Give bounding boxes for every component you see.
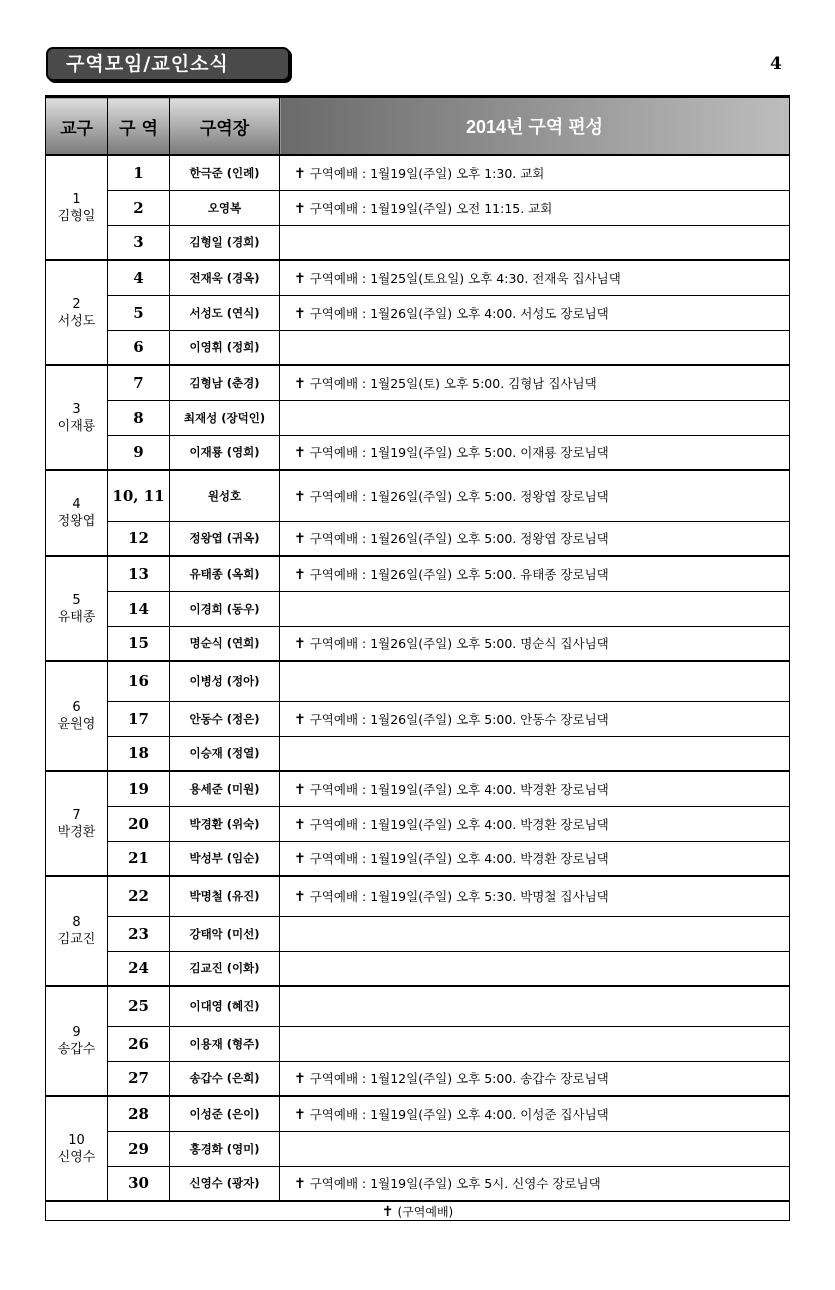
schedule-text: 구역예배 : 1월19일(주일) 오전 11:15. 교회 (309, 200, 553, 216)
district-leader: 서성도 (연식) (170, 295, 280, 330)
gyogu-number: 6 (72, 700, 81, 715)
district-schedule (280, 736, 790, 771)
table-row (46, 736, 790, 771)
schedule-text: 구역예배 : 1월19일(주일) 오후 4:00. 박경환 장로님댁 (309, 851, 609, 867)
district-schedule (280, 155, 790, 190)
district-schedule (280, 1166, 790, 1201)
gyogu-number: 7 (72, 807, 81, 823)
schedule-text: 구역예배 : 1월19일(주일) 오후 4:00. 이성준 집사님댁 (309, 1106, 609, 1122)
table-row (46, 1096, 790, 1131)
gyogu-cell (46, 876, 108, 986)
district-leader: 홍경화 (영미) (170, 1131, 280, 1166)
district-leader: 이승재 (정열) (170, 736, 280, 771)
district-leader: 박성부 (임순) (170, 841, 280, 876)
district-schedule (280, 400, 790, 435)
section-title: 구역모임/교인소식 (46, 47, 290, 81)
table-row (46, 521, 790, 556)
table-row (46, 951, 790, 986)
district-schedule (280, 876, 790, 916)
gyogu-name: 김교진 (57, 932, 96, 947)
table-row (46, 365, 790, 400)
district-schedule (280, 591, 790, 626)
header-leader: 구역장 (170, 97, 280, 156)
district-schedule (280, 435, 790, 470)
schedule-text: 구역예배 : 1월19일(주일) 오후 5:00. 이재룡 장로님댁 (309, 445, 609, 461)
gyogu-name: 유태종 (57, 609, 96, 625)
district-schedule (280, 951, 790, 986)
district-schedule (280, 841, 790, 876)
cross-icon: ✝ (294, 889, 306, 906)
cross-icon: ✝ (294, 636, 306, 653)
district-leader: 신영수 (광자) (170, 1166, 280, 1201)
district-number: 16 (108, 661, 170, 701)
district-leader: 이영휘 (정희) (170, 330, 280, 365)
district-schedule (280, 470, 790, 521)
district-schedule (280, 916, 790, 951)
gyogu-cell (46, 260, 108, 365)
gyogu-cell (46, 155, 108, 260)
gyogu-name: 이재룡 (57, 418, 96, 434)
gyogu-cell (46, 771, 108, 876)
cross-icon: ✝ (294, 711, 306, 728)
schedule-text: 구역예배 : 1월19일(주일) 오후 4:00. 박경환 장로님댁 (309, 781, 609, 797)
district-schedule (280, 365, 790, 400)
gyogu-number: 9 (72, 1025, 81, 1040)
district-number: 15 (108, 626, 170, 661)
gyogu-name: 박경환 (57, 824, 96, 840)
table-row (46, 556, 790, 591)
district-leader: 이병성 (정아) (170, 661, 280, 701)
cross-icon: ✝ (294, 305, 306, 322)
district-schedule (280, 771, 790, 806)
district-number: 17 (108, 701, 170, 736)
district-number: 24 (108, 951, 170, 986)
table-row (46, 1166, 790, 1201)
district-leader: 김형일 (경희) (170, 225, 280, 260)
district-number: 25 (108, 986, 170, 1026)
district-schedule (280, 1096, 790, 1131)
district-number: 8 (108, 400, 170, 435)
district-schedule (280, 521, 790, 556)
cross-icon: ✝ (294, 375, 306, 392)
gyogu-cell (46, 661, 108, 771)
cross-icon: ✝ (294, 531, 306, 548)
table-row (46, 986, 790, 1026)
district-schedule (280, 260, 790, 295)
district-number: 9 (108, 435, 170, 470)
district-leader: 이경희 (동우) (170, 591, 280, 626)
district-number: 28 (108, 1096, 170, 1131)
district-leader: 명순식 (연희) (170, 626, 280, 661)
table-row (46, 701, 790, 736)
table-row (46, 806, 790, 841)
footer-note-text: (구역예배) (397, 1204, 454, 1219)
district-schedule (280, 626, 790, 661)
schedule-text: 구역예배 : 1월19일(주일) 오후 1:30. 교회 (309, 165, 545, 181)
district-schedule (280, 1131, 790, 1166)
gyogu-cell (46, 1096, 108, 1201)
gyogu-name: 윤원영 (57, 717, 96, 732)
district-schedule (280, 661, 790, 701)
gyogu-cell (46, 986, 108, 1096)
cross-icon: ✝ (294, 1106, 306, 1123)
gyogu-name: 김형일 (57, 208, 96, 224)
table-row (46, 400, 790, 435)
gyogu-name: 정왕엽 (57, 514, 96, 529)
table-row (46, 591, 790, 626)
schedule-text: 구역예배 : 1월26일(주일) 오후 4:00. 서성도 장로님댁 (309, 305, 609, 321)
header-guyeok: 구 역 (108, 97, 170, 156)
cross-icon: ✝ (294, 200, 306, 217)
gyogu-name: 신영수 (57, 1149, 96, 1165)
district-schedule (280, 701, 790, 736)
table-row (46, 260, 790, 295)
gyogu-cell (46, 365, 108, 470)
district-number: 10, 11 (108, 470, 170, 521)
cross-icon: ✝ (294, 488, 306, 505)
district-number: 3 (108, 225, 170, 260)
gyogu-cell (46, 556, 108, 661)
table-row (46, 190, 790, 225)
district-leader: 한극준 (인례) (170, 155, 280, 190)
district-number: 26 (108, 1026, 170, 1061)
table-row (46, 295, 790, 330)
table-row (46, 661, 790, 701)
schedule-text: 구역예배 : 1월19일(주일) 오후 5:30. 박명철 집사님댁 (309, 889, 609, 905)
district-number: 23 (108, 916, 170, 951)
cross-icon: ✝ (294, 1176, 306, 1193)
cross-icon: ✝ (294, 781, 306, 798)
district-leader: 박명철 (유진) (170, 876, 280, 916)
table-row (46, 225, 790, 260)
header-plan: 2014년 구역 편성 (280, 97, 790, 156)
gyogu-number: 2 (72, 296, 81, 312)
gyogu-number: 3 (72, 401, 81, 417)
schedule-text: 구역예배 : 1월26일(주일) 오후 5:00. 정왕엽 장로님댁 (309, 488, 609, 504)
district-schedule (280, 330, 790, 365)
district-leader: 원성호 (170, 470, 280, 521)
district-number: 19 (108, 771, 170, 806)
district-leader: 오영복 (170, 190, 280, 225)
district-schedule (280, 295, 790, 330)
district-schedule (280, 986, 790, 1026)
cross-icon: ✝ (294, 851, 306, 868)
gyogu-name: 서성도 (57, 313, 96, 329)
cross-icon: ✝ (294, 445, 306, 462)
district-number: 5 (108, 295, 170, 330)
district-leader: 정왕엽 (귀옥) (170, 521, 280, 556)
district-leader: 전재욱 (경옥) (170, 260, 280, 295)
schedule-text: 구역예배 : 1월19일(주일) 오후 5시. 신영수 장로님댁 (309, 1176, 601, 1192)
schedule-text: 구역예배 : 1월26일(주일) 오후 5:00. 정왕엽 장로님댁 (309, 531, 609, 547)
schedule-text: 구역예배 : 1월19일(주일) 오후 4:00. 박경환 장로님댁 (309, 816, 609, 832)
district-leader: 이대영 (혜진) (170, 986, 280, 1026)
district-number: 6 (108, 330, 170, 365)
district-number: 21 (108, 841, 170, 876)
district-leader: 유태종 (옥희) (170, 556, 280, 591)
footer-row (46, 1201, 790, 1221)
gyogu-number: 5 (72, 592, 81, 608)
district-schedule (280, 190, 790, 225)
gyogu-number: 10 (68, 1132, 85, 1148)
table-row (46, 155, 790, 190)
schedule-text: 구역예배 : 1월26일(주일) 오후 5:00. 안동수 장로님댁 (309, 711, 609, 727)
district-leader: 이재룡 (영희) (170, 435, 280, 470)
district-leader: 강태악 (미선) (170, 916, 280, 951)
district-leader: 박경환 (위숙) (170, 806, 280, 841)
district-number: 18 (108, 736, 170, 771)
district-number: 2 (108, 190, 170, 225)
schedule-text: 구역예배 : 1월25일(토요일) 오후 4:30. 전재욱 집사님댁 (309, 270, 621, 286)
district-leader: 김교진 (이화) (170, 951, 280, 986)
footer-note (46, 1201, 790, 1221)
table-row (46, 841, 790, 876)
schedule-text: 구역예배 : 1월25일(토) 오후 5:00. 김형남 집사님댁 (309, 375, 597, 391)
district-number: 14 (108, 591, 170, 626)
district-leader: 최재성 (장덕인) (170, 400, 280, 435)
district-leader: 송갑수 (은희) (170, 1061, 280, 1096)
table-row (46, 1131, 790, 1166)
table-row (46, 1061, 790, 1096)
schedule-text: 구역예배 : 1월26일(주일) 오후 5:00. 명순식 집사님댁 (309, 636, 609, 652)
table-row (46, 1026, 790, 1061)
table-body (46, 155, 790, 1201)
district-number: 22 (108, 876, 170, 916)
district-schedule (280, 1026, 790, 1061)
table-row (46, 916, 790, 951)
district-number: 7 (108, 365, 170, 400)
district-leader: 김형남 (춘경) (170, 365, 280, 400)
district-schedule (280, 556, 790, 591)
cross-icon: ✝ (294, 1071, 306, 1088)
gyogu-number: 8 (72, 915, 81, 930)
page-number: 4 (770, 54, 782, 74)
district-number: 1 (108, 155, 170, 190)
header-gyogu: 교구 (46, 97, 108, 156)
gyogu-number: 4 (72, 497, 81, 512)
district-number: 29 (108, 1131, 170, 1166)
cross-icon: ✝ (294, 566, 306, 583)
gyogu-cell (46, 470, 108, 556)
district-number: 12 (108, 521, 170, 556)
table-row (46, 876, 790, 916)
table-row (46, 626, 790, 661)
cross-icon: ✝ (294, 270, 306, 287)
gyogu-name: 송갑수 (57, 1042, 96, 1057)
district-number: 13 (108, 556, 170, 591)
schedule-text: 구역예배 : 1월26일(주일) 오후 5:00. 유태종 장로님댁 (309, 566, 609, 582)
cross-icon: ✝ (294, 816, 306, 833)
table-row (46, 470, 790, 521)
district-schedule (280, 1061, 790, 1096)
table-header-row (46, 97, 790, 156)
cross-icon: ✝ (294, 165, 306, 182)
district-schedule (280, 225, 790, 260)
district-number: 30 (108, 1166, 170, 1201)
schedule-text: 구역예배 : 1월12일(주일) 오후 5:00. 송갑수 장로님댁 (309, 1071, 609, 1087)
table-row (46, 330, 790, 365)
district-leader: 이성준 (은이) (170, 1096, 280, 1131)
district-schedule-table (45, 95, 790, 1221)
table-row (46, 771, 790, 806)
gyogu-number: 1 (72, 191, 81, 207)
district-number: 27 (108, 1061, 170, 1096)
district-leader: 이용재 (형주) (170, 1026, 280, 1061)
district-number: 4 (108, 260, 170, 295)
cross-icon: ✝ (381, 1203, 394, 1220)
district-schedule (280, 806, 790, 841)
district-number: 20 (108, 806, 170, 841)
district-leader: 용세준 (미원) (170, 771, 280, 806)
table-row (46, 435, 790, 470)
district-leader: 안동수 (정은) (170, 701, 280, 736)
